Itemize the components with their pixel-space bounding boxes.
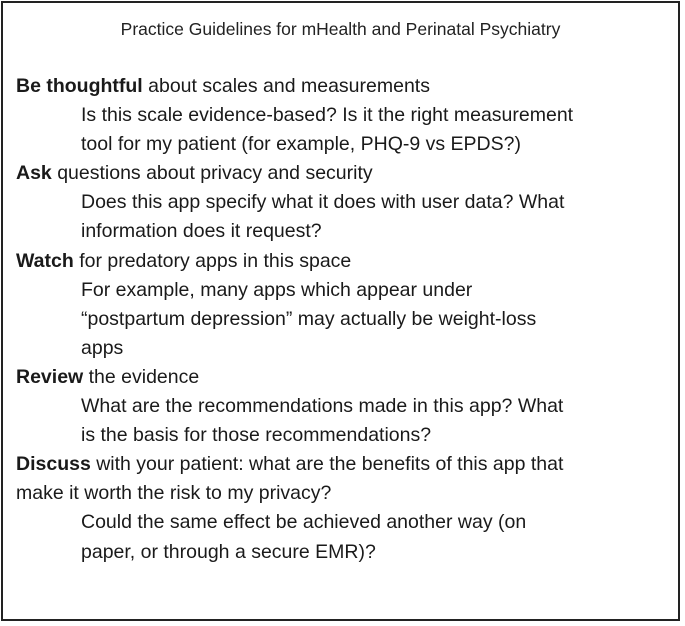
guideline-keyword: Ask	[16, 162, 52, 185]
guideline-detail-line: tool for my patient (for example, PHQ-9 vs EPDS?)	[81, 133, 521, 156]
guideline-detail-line: Does this app specify what it does with user data? What	[81, 191, 565, 214]
box-title: Practice Guidelines for mHealth and Perinatal Psychiatry	[120, 19, 561, 39]
guidelines-box	[1, 1, 680, 621]
guideline-heading-text: the evidence	[83, 365, 200, 388]
guideline-detail-line: information does it request?	[81, 220, 322, 243]
guideline-keyword: Watch	[16, 249, 74, 272]
guideline-detail-line: apps	[81, 336, 124, 359]
guideline-heading-text: questions about privacy and security	[51, 162, 373, 185]
guideline-detail-line: “postpartum depression” may actually be weight-loss	[81, 307, 537, 330]
guideline-detail-line: Is this scale evidence-based? Is it the right measurement	[81, 104, 574, 127]
guideline-heading-text: with your patient: what are the benefits of this app that	[90, 453, 564, 476]
guideline-detail-line: is the basis for those recommendations?	[81, 424, 432, 447]
guideline-heading	[16, 363, 671, 392]
guideline-heading	[16, 247, 671, 276]
guideline-detail-line: What are the recommendations made in this app? What	[81, 395, 564, 418]
guidelines-list	[16, 72, 671, 567]
guideline-heading	[16, 450, 671, 479]
guideline-detail-line: For example, many apps which appear under	[81, 278, 473, 301]
guideline-heading	[16, 159, 671, 188]
guideline-heading-text: for predatory apps in this space	[73, 249, 352, 272]
guideline-keyword: Discuss	[16, 453, 91, 476]
guideline-keyword: Review	[16, 365, 84, 388]
guideline-heading-text: about scales and measurements	[142, 75, 430, 97]
guideline-detail-line: paper, or through a secure EMR)?	[81, 540, 376, 563]
guideline-detail-line: Could the same effect be achieved another way (on	[81, 511, 527, 534]
guideline-heading-continuation: make it worth the risk to my privacy?	[16, 482, 332, 505]
guideline-heading	[16, 72, 671, 101]
guideline-keyword: Be thoughtful	[16, 75, 143, 97]
